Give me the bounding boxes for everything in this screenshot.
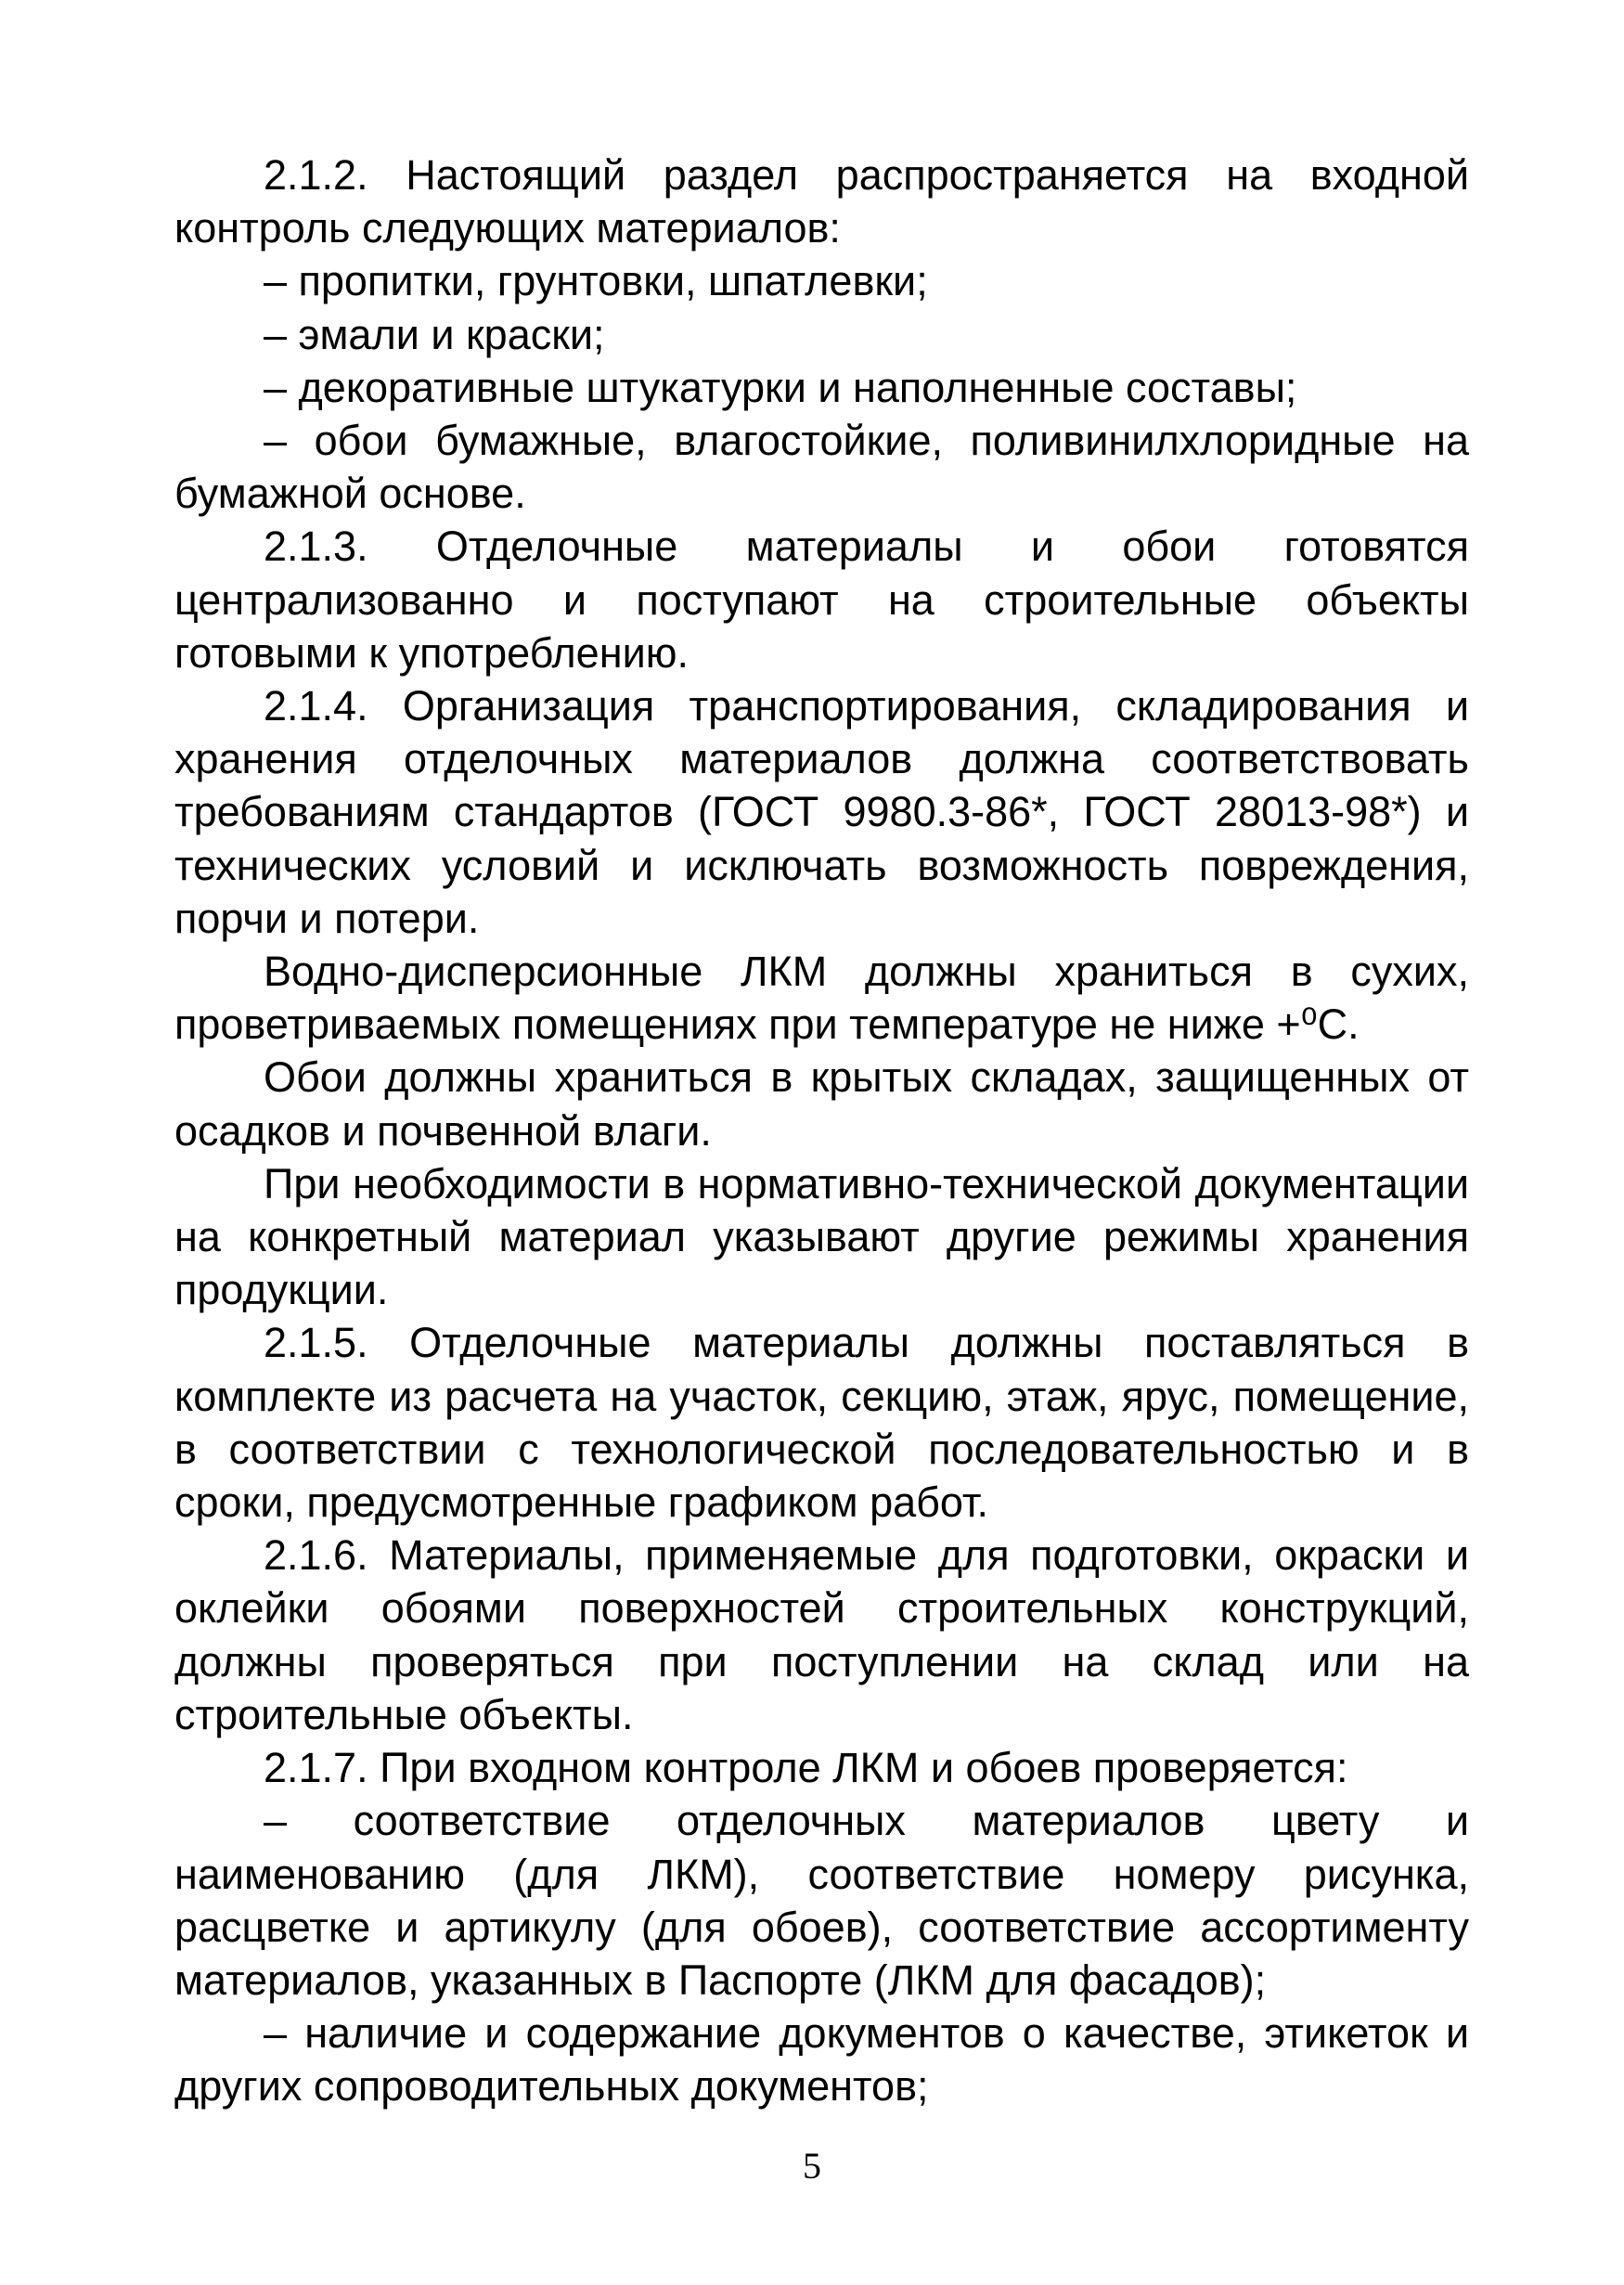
page-body	[174, 148, 1469, 2113]
paragraph-2-1-7: 2.1.7. При входном контроле ЛКМ и обоев проверяется:	[264, 1744, 1348, 1792]
paragraph-wallpaper-storage: Обои должны храниться в крытых складах, защищенных от осадков и почвенной влаги.	[174, 1053, 1469, 1155]
paragraph-water-dispersion: Водно-дисперсионные ЛКМ должны храниться в сухих, проветриваемых помещениях при температуре не ниже +⁰С.	[174, 948, 1469, 1049]
paragraph-storage-modes: При необходимости в нормативно-технической документации на конкретный материал указывают другие режимы хранения продукции.	[174, 1159, 1469, 1314]
paragraph-2-1-5: 2.1.5. Отделочные материалы должны поставляться в комплекте из расчета на участок, секцию, этаж, ярус, помещение, в соответствии с технологической последовательностью и в сроки, предусмотренные графиком работ.	[174, 1319, 1469, 1527]
paragraph-2-1-2: 2.1.2. Настоящий раздел распространяется на входной контроль следующих материалов:	[174, 151, 1469, 252]
paragraph-2-1-4: 2.1.4. Организация транспортирования, складирования и хранения отделочных материалов должна соответствовать требованиям стандартов (ГОСТ 9980.3-86*, ГОСТ 28013-98*) и технических условий и исключать возможность повреждения, порчи и потери.	[174, 682, 1469, 942]
list-item-enamels: – эмали и краски;	[264, 310, 605, 358]
list-item-wallpapers: – обои бумажные, влагостойкие, поливинилхлоридные на бумажной основе.	[174, 417, 1469, 518]
list-item-plasters: – декоративные штукатурки и наполненные составы;	[264, 363, 1297, 411]
paragraph-2-1-6: 2.1.6. Материалы, применяемые для подготовки, окраски и оклейки обоями поверхностей строительных конструкций, должны проверяться при поступлении на склад или на строительные объекты.	[174, 1531, 1469, 1738]
list-item-conformity: – соответствие отделочных материалов цвету и наименованию (для ЛКМ), соответствие номеру рисунка, расцветке и артикулу (для обоев), соответствие ассортименту материалов, указанных в Паспорте (ЛКМ для фасадов);	[174, 1797, 1469, 2004]
list-item-impregnations: – пропитки, грунтовки, шпатлевки;	[264, 257, 928, 305]
page-number: 5	[803, 2145, 821, 2187]
paragraph-2-1-3: 2.1.3. Отделочные материалы и обои готовятся централизованно и поступают на строительные объекты готовыми к употреблению.	[174, 523, 1469, 677]
list-item-documents: – наличие и содержание документов о качестве, этикеток и других сопроводительных документов;	[174, 2009, 1469, 2111]
